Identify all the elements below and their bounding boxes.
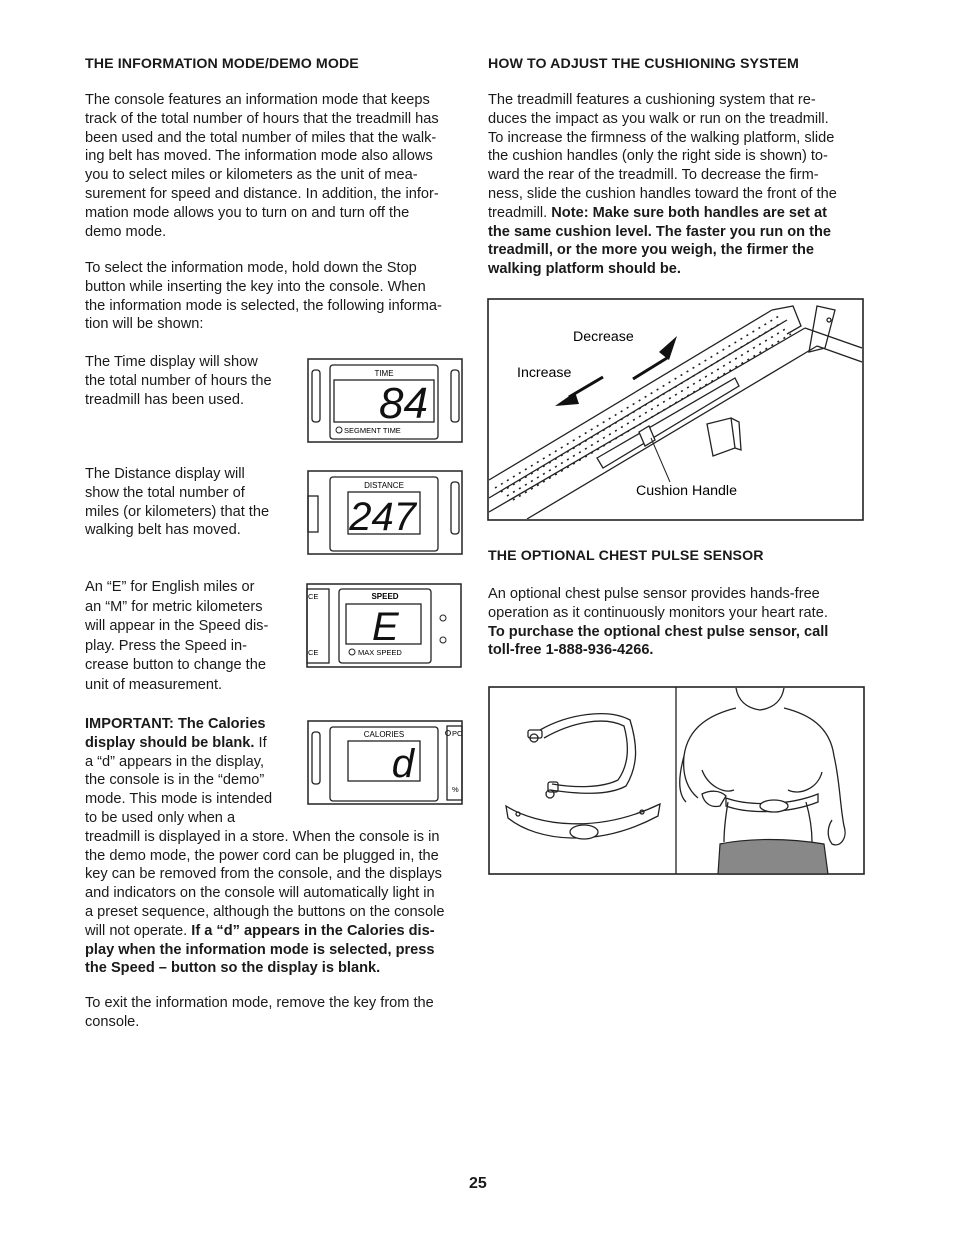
text-line: An “E” for English miles or [85, 579, 255, 595]
increase-label: Increase [517, 365, 572, 381]
select-information-mode-paragraph [85, 259, 442, 334]
text-line: button while inserting the key into the console. When [85, 278, 426, 295]
cushion-handle-figure [487, 298, 865, 522]
display-sub-label: MAX SPEED [358, 648, 402, 657]
display-side-label: CE [308, 592, 319, 601]
text-line: treadmill has been used. [85, 391, 245, 408]
chest-sensor-paragraph [488, 585, 828, 660]
display-label: CALORIES [363, 730, 405, 739]
exit-information-mode-paragraph [85, 994, 434, 1032]
text-line: duces the impact as you walk or run on the treadmill. [488, 110, 829, 127]
text-line: walking belt has moved. [85, 522, 241, 539]
text-fragment: will not operate. [85, 922, 192, 939]
cushion-handle-label: Cushion Handle [636, 483, 737, 499]
text-line: The Distance display will [85, 466, 245, 482]
text-fragment: If [254, 734, 267, 751]
text-line: treadmill is displayed in a store. When the console is in [85, 828, 440, 845]
display-label: SPEED [371, 592, 399, 601]
text-line: toll-free 1-888-936-4266. [488, 642, 654, 659]
text-line: An optional chest pulse sensor provides hands-free [488, 586, 820, 602]
text-line: the Speed – button so the display is blank. [85, 960, 381, 977]
display-digits: E [372, 605, 399, 649]
text-fragment: treadmill. [488, 204, 552, 221]
text-line: The Time display will show [85, 354, 258, 370]
text-line: key can be removed from the console, and the displays [85, 866, 442, 883]
text-line: surement for speed and distance. In addition, the infor- [85, 185, 439, 202]
text-line: The treadmill features a cushioning system that re- [488, 92, 816, 108]
text-line: ing belt has moved. The information mode also allows [85, 148, 433, 165]
text-line: The console features an information mode that keeps [85, 92, 430, 108]
text-line: To purchase the optional chest pulse sensor, call [488, 623, 829, 640]
text-line: you to select miles or kilometers as the unit of mea- [85, 167, 418, 184]
text-line: show the total number of [85, 484, 245, 501]
display-sub-label: SEGMENT TIME [344, 426, 401, 435]
display-digits: 247 [349, 495, 416, 539]
text-line [85, 922, 444, 941]
text-line: will appear in the Speed dis- [85, 618, 269, 635]
text-line: To select the information mode, hold down the Stop [85, 260, 417, 276]
display-side-label: CE [308, 648, 319, 657]
display-side-label: PC [452, 729, 463, 738]
text-line: and indicators on the console will automatically light in [85, 885, 435, 902]
text-line: track of the total number of hours that the treadmill has [85, 110, 439, 127]
speed-display-illustration [306, 583, 463, 669]
text-line: the cushion handles (only the right side is shown) to- [488, 148, 828, 165]
text-line: the total number of hours the [85, 372, 272, 389]
speed-display-description [85, 578, 268, 696]
text-line: the console is in the “demo” [85, 772, 265, 789]
text-line: play. Press the Speed in- [85, 637, 247, 654]
text-line: mode. This mode is intended [85, 791, 273, 808]
distance-display-description [85, 465, 269, 540]
text-line: a “d” appears in the display, [85, 753, 265, 770]
text-line: miles (or kilometers) that the [85, 503, 270, 520]
text-line: crease button to change the [85, 657, 266, 674]
calories-display-illustration [307, 720, 464, 806]
time-display-description [85, 353, 272, 409]
text-line: unit of measurement. [85, 676, 223, 693]
display-digits: d [391, 742, 414, 786]
decrease-label: Decrease [573, 329, 634, 345]
cushioning-paragraph [488, 91, 837, 279]
text-line: play when the information mode is selected, press [85, 941, 435, 958]
text-line: to be used only when a [85, 809, 236, 826]
text-line: mation mode allows you to turn on and turn off the [85, 204, 410, 221]
section-heading-chest-pulse-sensor: THE OPTIONAL CHEST PULSE SENSOR [488, 548, 764, 564]
text-line: the information mode is selected, the following informa- [85, 297, 442, 314]
text-line: an “M” for metric kilometers [85, 598, 263, 615]
page-number: 25 [469, 1175, 487, 1192]
important-bold-text: If a “d” appears in the Calories dis- [191, 922, 435, 939]
text-line: been used and the total number of miles that the walk- [85, 129, 437, 146]
text-line: tion will be shown: [85, 316, 204, 333]
text-line: a preset sequence, although the buttons on the console [85, 903, 445, 920]
text-line [488, 204, 837, 223]
text-line: the same cushion level. The faster you run on the [488, 223, 832, 240]
distance-display-illustration [307, 470, 464, 556]
text-line: To increase the firmness of the walking platform, slide [488, 129, 835, 146]
text-line: demo mode. [85, 223, 167, 240]
information-mode-intro-paragraph [85, 91, 439, 241]
chest-strap-figure [488, 686, 866, 876]
text-line: treadmill, or the more you weigh, the firmer the [488, 242, 814, 259]
display-digits: 84 [379, 379, 428, 428]
time-display-illustration [307, 358, 464, 444]
text-line: ward the rear of the treadmill. To decrease the firm- [488, 167, 819, 184]
text-line: walking platform should be. [488, 261, 681, 278]
section-heading-information-mode: THE INFORMATION MODE/DEMO MODE [85, 56, 359, 72]
note-bold-text: Note: Make sure both handles are set at [551, 204, 828, 221]
display-side-label: % [452, 785, 459, 794]
text-line: console. [85, 1013, 140, 1030]
text-line: To exit the information mode, remove the key from the [85, 995, 434, 1011]
section-heading-cushioning: HOW TO ADJUST THE CUSHIONING SYSTEM [488, 56, 799, 72]
important-bold-text: display should be blank. [85, 734, 255, 751]
important-heading-line: IMPORTANT: The Calories [85, 716, 266, 732]
display-label: DISTANCE [364, 481, 404, 490]
text-line: the demo mode, the power cord can be plugged in, the [85, 847, 439, 864]
display-label: TIME [374, 369, 394, 378]
text-line: ness, slide the cushion handles toward the front of the [488, 185, 837, 202]
text-line: operation as it continuously monitors your heart rate. [488, 604, 828, 621]
